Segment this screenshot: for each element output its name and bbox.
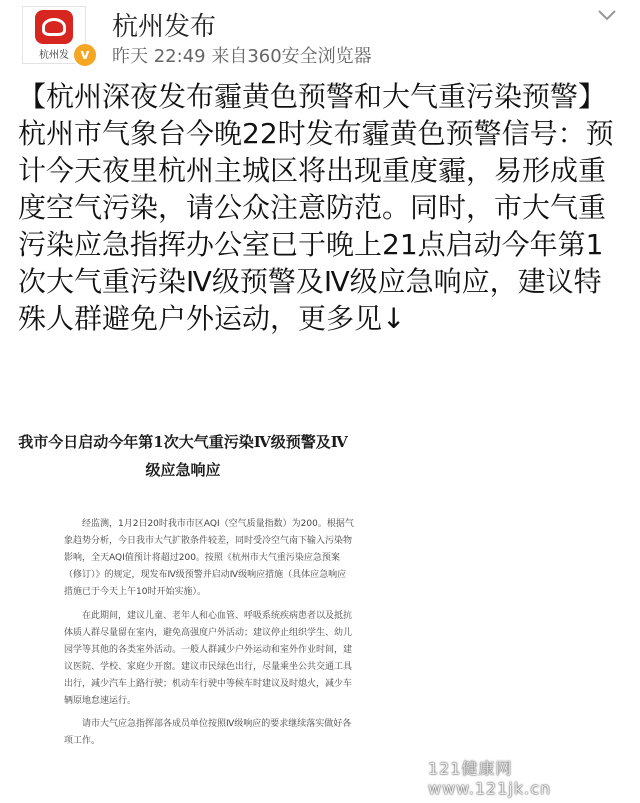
post-text: 【杭州深夜发布霾黄色预警和大气重污染预警】杭州市气象台今晚22时发布霾黄色预警信号：预计今天夜里杭州主城区将出现重度霾，易形成重度空气污染，请公众注意防范。同时，市大气重污染应急指挥办公室已于晚上21点启动今年第1次大气重污染Ⅳ级预警及Ⅳ级应急响应，建议特殊人群避免户外运动，更多见↓ (18, 80, 614, 335)
document-image[interactable] (0, 400, 640, 803)
document-paragraph: 在此期间，建议儿童、老年人和心血管、呼吸系统疾病患者以及抵抗体质人群尽量留在室内，避免高强度户外活动；建议停止组织学生、幼儿园学等其他的各类室外活动。一般人群减少户外运动和室外作业时间，建议医院、学校、家庭少开窗。建议市民绿色出行，尽量乘坐公共交通工具出行，减少汽车上路行驶；机动车行驶中等候车时建议及时熄火，减少车辆原地怠速运行。 (64, 611, 353, 706)
post-time-source: 昨天 22:49 来自360安全浏览器 (112, 46, 372, 67)
avatar-label: 杭州发 (39, 50, 69, 61)
post-header (0, 0, 640, 72)
verified-badge-icon: v (72, 42, 98, 68)
watermark: 121健康网 www.121jk.cn (428, 759, 552, 798)
document-paragraph: 请市大气应急指挥部各成员单位按照Ⅳ级响应的要求继续落实做好各项工作。 (64, 719, 352, 746)
document-paragraph: 经监测，1月2日20时我市市区AQI（空气质量指数）为200。根据气象趋势分析，今日我市大气扩散条件较差，同时受冷空气南下输入污染物影响，全天AQI值预计将超过200。按照《杭州市大气重污染应急预案（修订）》的规定，现发布Ⅳ级预警并启动Ⅳ级响应措施（具体应急响应措施已于今天上午10时开始实施）。 (64, 519, 354, 597)
hangzhou-logo-icon (35, 10, 73, 44)
account-name[interactable]: 杭州发布 (112, 12, 217, 42)
document-title: 我市今日启动今年第1次大气重污染Ⅳ级预警及Ⅳ级应急响应 (18, 433, 348, 479)
chevron-down-icon[interactable] (596, 4, 618, 26)
